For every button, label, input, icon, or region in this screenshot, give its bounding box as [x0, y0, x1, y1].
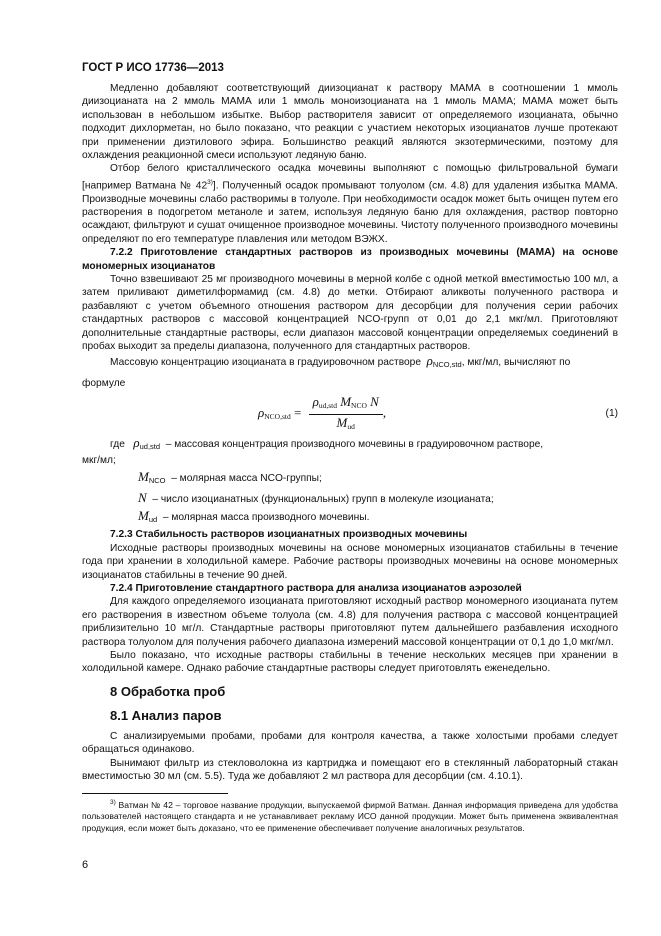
footnote: $^{3)}$ Ватман № 42 – торговое название продукции, выпускаемой фирмой Ватман. Данная информация приведена для удобства пользователей настоящего стандарта и не устанавливает рекламу ИСО данной продукции. Может быть применена эквивалентная продукция, если может быть доказано, что ее применение обеспечивает получение аналогичных результатов.	[82, 799, 618, 833]
paragraph-aerosol-standard: Для каждого определяемого изоцианата приготовляют исходный раствор мономерного изоцианата путем его растворения в известном объеме толуола (см. 4.8) для получения раствора с массовой концентрацией приблизительно 10 мг/л. Стандартные растворы приготовляют путем дальнейшего разбавления исходного раствора толуолом для получения рабочего диапазона измерений массовой концентрации от 0,1 до 1,0 мкг/мл.	[82, 596, 618, 648]
formula-definitions	[82, 436, 618, 526]
paragraph-mass-concentration: Массовую концентрацию изоцианата в градуировочном растворе $\rho_{NCO,std}$, мкг/мл, вычисляют по	[110, 352, 571, 369]
formula-fraction	[309, 395, 383, 433]
paragraph-filter-removal: Вынимают фильтр из стекловолокна из картриджа и помещают его в стеклянный лабораторный стакан вместимостью 30 мл (см. 5.5). Туда же добавляют 2 мл раствора для десорбции (см. 4.10.1).	[82, 757, 618, 783]
paragraph-standard-solutions: Точно взвешивают 25 мг производного мочевины в мерной колбе с одной меткой вместимостью 100 мл, а затем приливают диметилформамид (см. 4.8) до метки. Отбирают аликвоты полученного раствора и разбавляют с учетом объемного отношения раствором для десорбции для получения серии рабочих стандартных растворов с массовой концентрацией NCO-групп от 0,01 до 2,1 мкг/мл. Приготовляют дополнительные стандартные растворы, если диапазон массовой концентрации определяемых соединений в пробах выходит за пределы диапазона, полученного для стандартных растворов.	[82, 274, 618, 353]
definition-n: N – число изоцианатных (функциональных) групп в молекуле изоцианата;	[138, 489, 494, 505]
formula-numerator: $\rho_{ud,std}$ $M_{NCO}$ N	[309, 395, 383, 414]
document-body	[82, 82, 618, 783]
paragraph-sample-handling: С анализируемыми пробами, пробами для контроля качества, а также холостыми пробами следует обращаться одинаково.	[82, 730, 618, 756]
section-heading-7-2-3: 7.2.3 Стабильность растворов изоцианатных производных мочевины	[110, 529, 468, 541]
definition-m-nco: $M_{NCO}$ – молярная масса NCO-группы;	[138, 469, 322, 486]
definition-rho-cont: мкг/мл;	[82, 454, 116, 466]
formula-denominator: $M_{ud}$	[336, 414, 355, 431]
document-header: ГОСТ Р ИСО 17736—2013	[82, 62, 224, 74]
rho-symbol: ρ	[426, 352, 433, 368]
section-heading-7-2-2: 7.2.2 Приготовление стандартных растворов из производных мочевины (МАМА) на основе мономерных изоцианатов	[82, 247, 618, 272]
section-heading-7-2-4: 7.2.4 Приготовление стандартного раствора для анализа изоцианатов аэрозолей	[110, 582, 522, 594]
paragraph-precipitate: Отбор белого кристаллического осадка мочевины выполняют с помощью фильтровальной бумаги [например Ватмана № 42$^{3)}$]. Полученный осадок промывают толуолом (см. 4.8) для удаления избытка МАМА. Производные мочевины слабо растворимы в толуоле. При необходимости осадок может быть очищен путем его растворения в подогретом метаноле и затем, используя ледяную баню для охлаждения, раствор повторно осаждают, фильтруют и сушат очищенное производное мочевины. Чистоту полученного производного мочевины определяют по его температуре плавления или методом ВЭЖХ.	[82, 163, 618, 245]
definition-rho: где $\rho_{ud,std}$ – массовая концентрация производного мочевины в градуировочном растворе,	[110, 435, 544, 452]
paragraph-stock-stability: Было показано, что исходные растворы стабильны в течение нескольких месяцев при хранении в холодильной камере. Однако рабочие стандартные растворы следует приготовлять еженедельно.	[82, 650, 618, 675]
footnote-divider	[82, 793, 228, 794]
section-heading-8: 8 Обработка проб	[110, 683, 226, 699]
paragraph-formula-word: формуле	[82, 377, 126, 389]
formula-body: $\rho_{NCO,std}$ = $\frac{\rho_{ud,std} M_{NCO} N}{M_{ud}}$ ,	[258, 395, 386, 433]
section-heading-8-1: 8.1 Анализ паров	[110, 707, 222, 723]
page-number: 6	[82, 859, 89, 871]
footnote-ref: 3)	[207, 178, 213, 186]
paragraph-mama-addition: Медленно добавляют соответствующий диизоцианат к раствору МАМА в соотношении 1 ммоль диизоцианата на 2 ммоль МАМА или 1 ммоль моноизоцианата на 1 ммоль МАМА; МАМА может быть использован в небольшом избытке. Выбор растворителя зависит от определяемого изоцианата, обычно подходит дихлорметан, но было показано, что реакции с участием некоторых изоцианатов лучше протекают при применении диэтилового эфира. Большинство реакций являются экзотермическими, поэтому для охлаждения реакционной смеси используют ледяную баню.	[82, 83, 618, 162]
formula-1	[82, 393, 618, 433]
definition-m-ud: $M_{ud}$ – молярная масса производного мочевины.	[138, 507, 370, 524]
paragraph-stability: Исходные растворы производных мочевины на основе мономерных изоцианатов стабильны в течение года при хранении в холодильной камере. Рабочие растворы производных мочевины на основе мономерных изоцианатов стабильны в течение 90 дней.	[82, 542, 618, 581]
formula-number: (1)	[605, 408, 618, 420]
